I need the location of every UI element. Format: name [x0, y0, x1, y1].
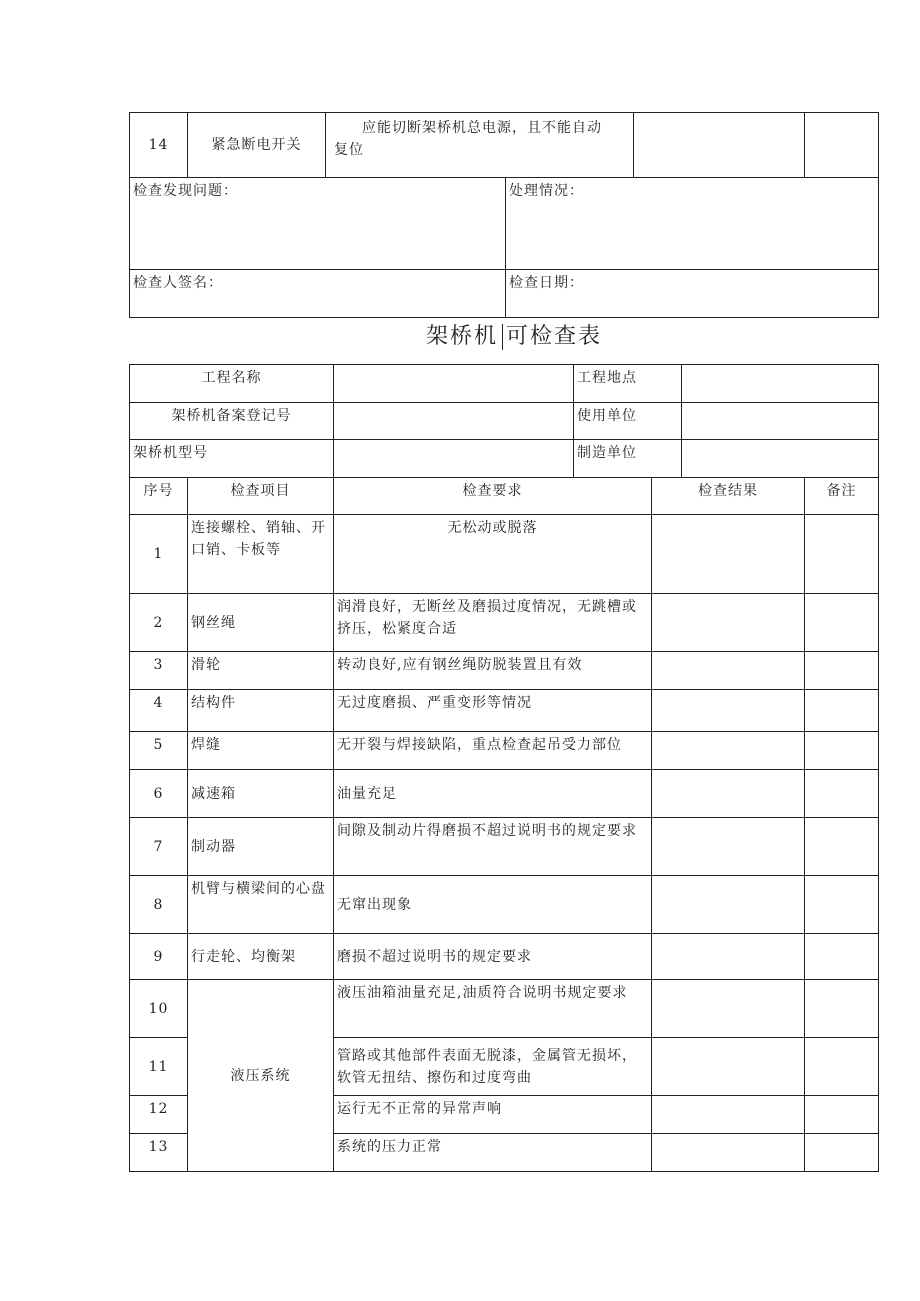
table-row-item: 制动器	[187, 817, 334, 876]
col-requirement: 检查要求	[333, 477, 652, 515]
table-row-remark	[804, 769, 879, 818]
table-row-result	[651, 769, 805, 818]
user-unit-value	[681, 402, 879, 440]
table-row-result	[651, 731, 805, 770]
project-site-value	[681, 364, 879, 403]
col-item: 检查项目	[187, 477, 334, 515]
table-row-result	[651, 875, 805, 934]
table-row-no: 9	[129, 933, 188, 980]
table-row-result	[651, 817, 805, 876]
table-row-requirement: 无过度磨损、严重变形等情况	[333, 689, 652, 732]
row-14-req-line1: 应能切断架桥机总电源，且不能自动	[362, 120, 602, 136]
col-result: 检查结果	[651, 477, 805, 515]
maker-value	[681, 439, 879, 478]
table-row-item: 结构件	[187, 689, 334, 732]
table-row-requirement: 磨损不超过说明书的规定要求	[333, 933, 652, 980]
table-row-remark	[804, 817, 879, 876]
table-row-result	[651, 1133, 805, 1172]
table-row-requirement: 油量充足	[333, 769, 652, 818]
table-row-result	[651, 1095, 805, 1134]
row-14-remark	[804, 112, 879, 178]
table-row-requirement: 系统的压力正常	[333, 1133, 652, 1172]
table-row-remark	[804, 514, 879, 594]
table-row-requirement: 无松动或脱落	[333, 514, 652, 594]
user-unit-label: 使用单位	[573, 402, 682, 440]
table-row-requirement: 管路或其他部件表面无脱漆，金属管无损坏，软管无扭结、擦伤和过度弯曲	[333, 1037, 652, 1096]
table-row-no: 1	[129, 514, 188, 594]
page-title	[426, 319, 602, 350]
table-row-no: 13	[129, 1133, 188, 1172]
table-row-no: 12	[129, 1095, 188, 1134]
table-row-item: 焊缝	[187, 731, 334, 770]
table-row-remark	[804, 875, 879, 934]
table-row-remark	[804, 731, 879, 770]
title-part2: 可检查表	[506, 324, 603, 349]
table-row-remark	[804, 1037, 879, 1096]
project-name-value	[333, 364, 574, 403]
row-14-item: 紧急断电开关	[187, 112, 326, 178]
table-row-result	[651, 593, 805, 652]
record-no-value	[333, 402, 574, 440]
table-row-requirement: 润滑良好，无断丝及磨损过度情况，无跳槽或挤压，松紧度合适	[333, 593, 652, 652]
table-row-item: 连接螺栓、销轴、开口销、卡板等	[187, 514, 334, 594]
table-row-remark	[804, 933, 879, 980]
col-remark: 备注	[804, 477, 879, 515]
table-row-requirement: 间隙及制动片得磨损不超过说明书的规定要求	[333, 817, 652, 876]
table-row-result	[651, 689, 805, 732]
inspector-signature: 检查人签名：	[129, 269, 506, 318]
row-14-no: 14	[129, 112, 188, 178]
row-14-result	[633, 112, 805, 178]
table-row-result	[651, 514, 805, 594]
project-site-label: 工程地点	[573, 364, 682, 403]
handling-status: 处理情况：	[505, 177, 879, 270]
table-row-requirement: 液压油箱油量充足,油质符合说明书规定要求	[333, 979, 652, 1038]
row-14-requirement	[325, 112, 634, 178]
table-row-item: 减速箱	[187, 769, 334, 818]
table-row-result	[651, 933, 805, 980]
table-row-requirement: 无开裂与焊接缺陷，重点检查起吊受力部位	[333, 731, 652, 770]
model-value	[333, 439, 574, 478]
table-row-no: 6	[129, 769, 188, 818]
table-row-no: 11	[129, 1037, 188, 1096]
table-row-item: 钢丝绳	[187, 593, 334, 652]
table-row-no: 7	[129, 817, 188, 876]
row-14-req-line2: 复位	[334, 142, 364, 158]
table-row-result	[651, 651, 805, 690]
table-row-no: 5	[129, 731, 188, 770]
table-row-no: 8	[129, 875, 188, 934]
table-row-no: 4	[129, 689, 188, 732]
table-row-remark	[804, 1095, 879, 1134]
col-no: 序号	[129, 477, 188, 515]
table-row-result	[651, 1037, 805, 1096]
hydraulic-system-item: 液压系统	[187, 979, 334, 1172]
table-row-no: 10	[129, 979, 188, 1038]
table-row-requirement: 无窜出现象	[333, 875, 652, 934]
project-name-label: 工程名称	[129, 364, 334, 403]
table-row-result	[651, 979, 805, 1038]
title-divider	[502, 324, 503, 350]
model-label: 架桥机型号	[129, 439, 334, 478]
record-no-label: 架桥机备案登记号	[129, 402, 334, 440]
table-row-no: 2	[129, 593, 188, 652]
title-part1: 架桥机	[426, 324, 499, 349]
table-row-remark	[804, 651, 879, 690]
table-row-remark	[804, 1133, 879, 1172]
inspection-date: 检查日期：	[505, 269, 879, 318]
table-row-requirement: 转动良好,应有钢丝绳防脱装置且有效	[333, 651, 652, 690]
issues-found: 检查发现问题：	[129, 177, 506, 270]
table-row-requirement: 运行无不正常的异常声响	[333, 1095, 652, 1134]
table-row-no: 3	[129, 651, 188, 690]
maker-label: 制造单位	[573, 439, 682, 478]
table-row-remark	[804, 689, 879, 732]
table-row-item: 行走轮、均衡架	[187, 933, 334, 980]
table-row-remark	[804, 979, 879, 1038]
table-row-item: 机臂与横梁间的心盘	[187, 875, 334, 934]
table-row-remark	[804, 593, 879, 652]
table-row-item: 滑轮	[187, 651, 334, 690]
